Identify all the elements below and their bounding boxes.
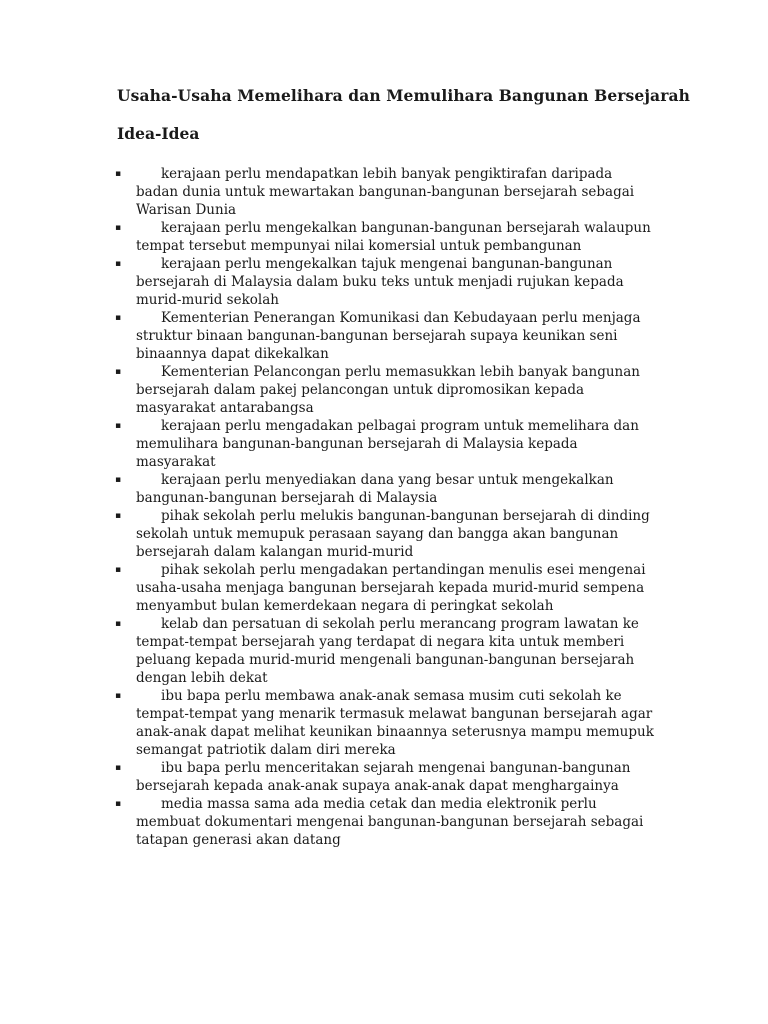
list-item bbox=[115, 687, 655, 759]
square-bullet-icon: ▪ bbox=[115, 367, 122, 377]
square-bullet-icon: ▪ bbox=[115, 313, 122, 323]
document-title: Usaha-Usaha Memelihara dan Memulihara Bangunan Bersejarah bbox=[117, 86, 690, 105]
square-bullet-icon: ▪ bbox=[115, 691, 122, 701]
idea-text: kerajaan perlu menyediakan dana yang besar untuk mengekalkan bangunan-bangunan bersejarah di Malaysia bbox=[136, 472, 614, 506]
square-bullet-icon: ▪ bbox=[115, 259, 122, 269]
list-item bbox=[115, 561, 655, 615]
square-bullet-icon: ▪ bbox=[115, 475, 122, 485]
square-bullet-icon: ▪ bbox=[115, 421, 122, 431]
idea-text: Kementerian Pelancongan perlu memasukkan lebih banyak bangunan bersejarah dalam pakej pelancongan untuk dipromosikan kepada masyarakat antarabangsa bbox=[136, 364, 640, 416]
idea-text: pihak sekolah perlu mengadakan pertandingan menulis esei mengenai usaha-usaha menjaga bangunan bersejarah kepada murid-murid sempena menyambut bulan kemerdekaan negara di peringkat sekolah bbox=[136, 562, 646, 614]
list-item bbox=[115, 507, 655, 561]
idea-text: kerajaan perlu mengekalkan tajuk mengenai bangunan-bangunan bersejarah di Malaysia dalam buku teks untuk menjadi rujukan kepada murid-murid sekolah bbox=[136, 256, 624, 308]
idea-text: Kementerian Penerangan Komunikasi dan Kebudayaan perlu menjaga struktur binaan bangunan-bangunan bersejarah supaya keunikan seni binaannya dapat dikekalkan bbox=[136, 310, 641, 362]
list-item bbox=[115, 417, 655, 471]
list-item bbox=[115, 219, 655, 255]
square-bullet-icon: ▪ bbox=[115, 619, 122, 629]
square-bullet-icon: ▪ bbox=[115, 223, 122, 233]
idea-text: kerajaan perlu mendapatkan lebih banyak pengiktirafan daripada badan dunia untuk mewartakan bangunan-bangunan bersejarah sebagai Warisan Dunia bbox=[136, 166, 635, 218]
idea-text: kelab dan persatuan di sekolah perlu merancang program lawatan ke tempat-tempat bersejarah yang terdapat di negara kita untuk memberi peluang kepada murid-murid mengenali bangunan-bangunan bersejarah dengan lebih dekat bbox=[136, 616, 639, 686]
square-bullet-icon: ▪ bbox=[115, 799, 122, 809]
idea-text: pihak sekolah perlu melukis bangunan-bangunan bersejarah di dinding sekolah untuk memupuk perasaan sayang dan bangga akan bangunan bersejarah dalam kalangan murid-murid bbox=[136, 508, 650, 560]
idea-list bbox=[115, 165, 655, 849]
list-item bbox=[115, 759, 655, 795]
idea-text: kerajaan perlu mengekalkan bangunan-bangunan bersejarah walaupun tempat tersebut mempunyai nilai komersial untuk pembangunan bbox=[136, 220, 651, 254]
list-item bbox=[115, 165, 655, 219]
list-item bbox=[115, 309, 655, 363]
list-item bbox=[115, 255, 655, 309]
idea-text: kerajaan perlu mengadakan pelbagai program untuk memelihara dan memulihara bangunan-bangunan bersejarah di Malaysia kepada masyarakat bbox=[136, 418, 639, 470]
square-bullet-icon: ▪ bbox=[115, 565, 122, 575]
idea-text: ibu bapa perlu menceritakan sejarah mengenai bangunan-bangunan bersejarah kepada anak-anak supaya anak-anak dapat menghargainya bbox=[136, 760, 631, 794]
list-item bbox=[115, 795, 655, 849]
square-bullet-icon: ▪ bbox=[115, 763, 122, 773]
list-item bbox=[115, 471, 655, 507]
square-bullet-icon: ▪ bbox=[115, 511, 122, 521]
list-item bbox=[115, 363, 655, 417]
list-item bbox=[115, 615, 655, 687]
idea-text: ibu bapa perlu membawa anak-anak semasa musim cuti sekolah ke tempat-tempat yang menarik termasuk melawat bangunan bersejarah agar anak-anak dapat melihat keunikan binaannya seterusnya mampu memupuk semangat patriotik dalam diri mereka bbox=[136, 688, 654, 758]
idea-text: media massa sama ada media cetak dan media elektronik perlu membuat dokumentari mengenai bangunan-bangunan bersejarah sebagai tatapan generasi akan datang bbox=[136, 796, 644, 848]
section-heading: Idea-Idea bbox=[117, 124, 200, 143]
square-bullet-icon: ▪ bbox=[115, 169, 122, 179]
